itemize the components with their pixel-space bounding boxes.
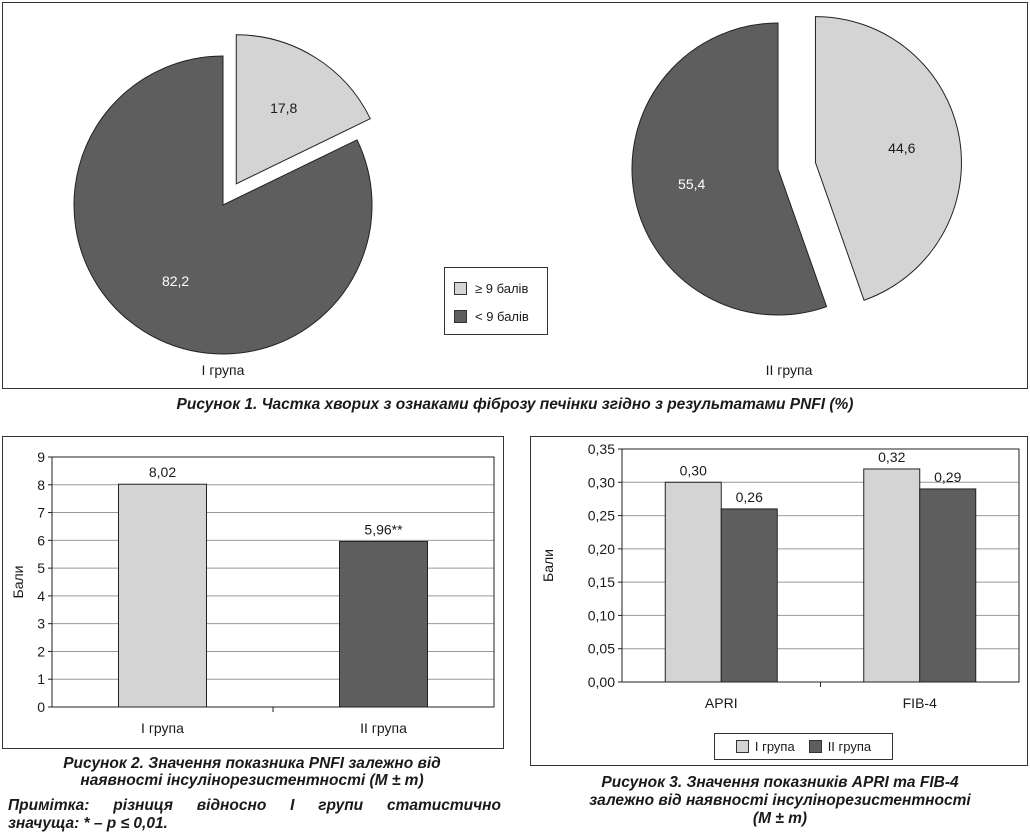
fig3-bar: [721, 509, 777, 682]
fig2-ytick-label: 7: [37, 504, 45, 521]
fig3-ytick-label: 0,25: [587, 507, 615, 524]
fig2-ytick-label: 8: [37, 476, 45, 493]
fig2-category-label: I група: [141, 720, 184, 736]
figure2-frame: [2, 436, 504, 749]
fig2-bar-value-label: 8,02: [148, 464, 177, 481]
pie-chart-group-1: [74, 35, 372, 354]
fig3-ytick-label: 0,35: [587, 441, 615, 457]
fig2-bar-value-label: 5,96**: [364, 521, 403, 538]
fig2-category-label: II група: [360, 720, 407, 736]
figure3-legend-label-2: II група: [827, 739, 872, 754]
pie2-slice-2: [632, 23, 827, 315]
legend-swatch-group1: [736, 740, 749, 753]
legend-swatch-group2: [809, 740, 822, 753]
fig3-ytick-label: 0,10: [587, 607, 615, 624]
fig3-category-label: APRI: [704, 695, 738, 711]
fig2-ytick-label: 1: [37, 671, 45, 688]
pie2-slice-label-2: 55,4: [678, 175, 706, 192]
pie2-slice-1: [815, 17, 961, 301]
legend-swatch-dark: [454, 310, 467, 323]
pie-chart-group-2: [632, 17, 961, 315]
pie-legend: [444, 267, 548, 335]
fig3-bar: [864, 469, 920, 682]
fig3-bar-value-label: 0,29: [934, 468, 962, 485]
pie-legend-label-1: ≥ 9 балів: [475, 280, 529, 296]
fig2-ytick-label: 4: [37, 587, 45, 604]
figure2-bar-chart: [3, 437, 503, 748]
figure1-frame: [2, 2, 1028, 389]
pie1-slice-label-1: 17,8: [270, 100, 298, 117]
pie2-title: II група: [765, 362, 813, 378]
fig3-ytick-label: 0,20: [587, 540, 615, 557]
pie2-slice-label-1: 44,6: [888, 139, 916, 156]
pie1-slice-label-2: 82,2: [161, 272, 190, 289]
pie-legend-label-2: < 9 балів: [475, 308, 529, 324]
fig2-ytick-label: 2: [37, 643, 45, 660]
fig3-bar-value-label: 0,32: [878, 448, 906, 465]
fig2-ytick-label: 6: [37, 532, 45, 549]
figure3-frame: [530, 436, 1028, 766]
fig2-bar: [119, 484, 207, 707]
fig3-ytick-label: 0,30: [587, 474, 615, 491]
figure3-caption-line3: (M ± m): [752, 810, 808, 827]
figure1-caption: Рисунок 1. Частка хворих з ознаками фіброзу печінки згідно з результатами PNFI (%): [176, 396, 854, 413]
fig3-ytick-label: 0,05: [587, 640, 615, 657]
fig2-ytick-label: 3: [37, 615, 45, 632]
figure2-note-line1: Примітка: різниця відносно I групи статистично: [8, 797, 501, 814]
fig2-bar: [340, 541, 428, 707]
fig3-bar: [665, 482, 721, 682]
legend-swatch-light: [454, 282, 467, 295]
fig3-bar: [920, 489, 976, 682]
figure2-note-line2: значуща: * – p ≤ 0,01.: [8, 815, 168, 832]
fig3-ytick-label: 0,00: [587, 674, 615, 690]
fig3-ytick-label: 0,15: [587, 574, 615, 591]
pie-legend-item-2: [454, 308, 529, 324]
figure2-caption-line2: наявності інсулінорезистентності (M ± m): [80, 772, 424, 789]
fig3-category-label: FIB-4: [902, 695, 937, 711]
figure3-caption-line1: Рисунок 3. Значення показників APRI та FIB-4: [601, 774, 959, 791]
fig2-ytick-label: 0: [37, 699, 45, 715]
figure3-caption-line2: залежно від наявності інсулінорезистентності: [589, 792, 971, 809]
fig3-bar-value-label: 0,26: [735, 488, 763, 505]
figure3-bar-chart: [531, 437, 1027, 765]
fig2-ylabel: Бали: [10, 565, 26, 599]
fig3-bar-value-label: 0,30: [679, 462, 707, 479]
fig2-ytick-label: 5: [37, 560, 45, 577]
fig2-ytick-label: 9: [37, 449, 45, 465]
pie1-title: I група: [201, 362, 245, 378]
fig3-ylabel: Бали: [540, 549, 556, 582]
figure3-legend-label-1: I група: [754, 739, 795, 754]
figure2-caption-line1: Рисунок 2. Значення показника PNFI залежно від: [63, 755, 441, 772]
pie-legend-item-1: [454, 280, 528, 296]
figure3-legend: [714, 733, 893, 760]
